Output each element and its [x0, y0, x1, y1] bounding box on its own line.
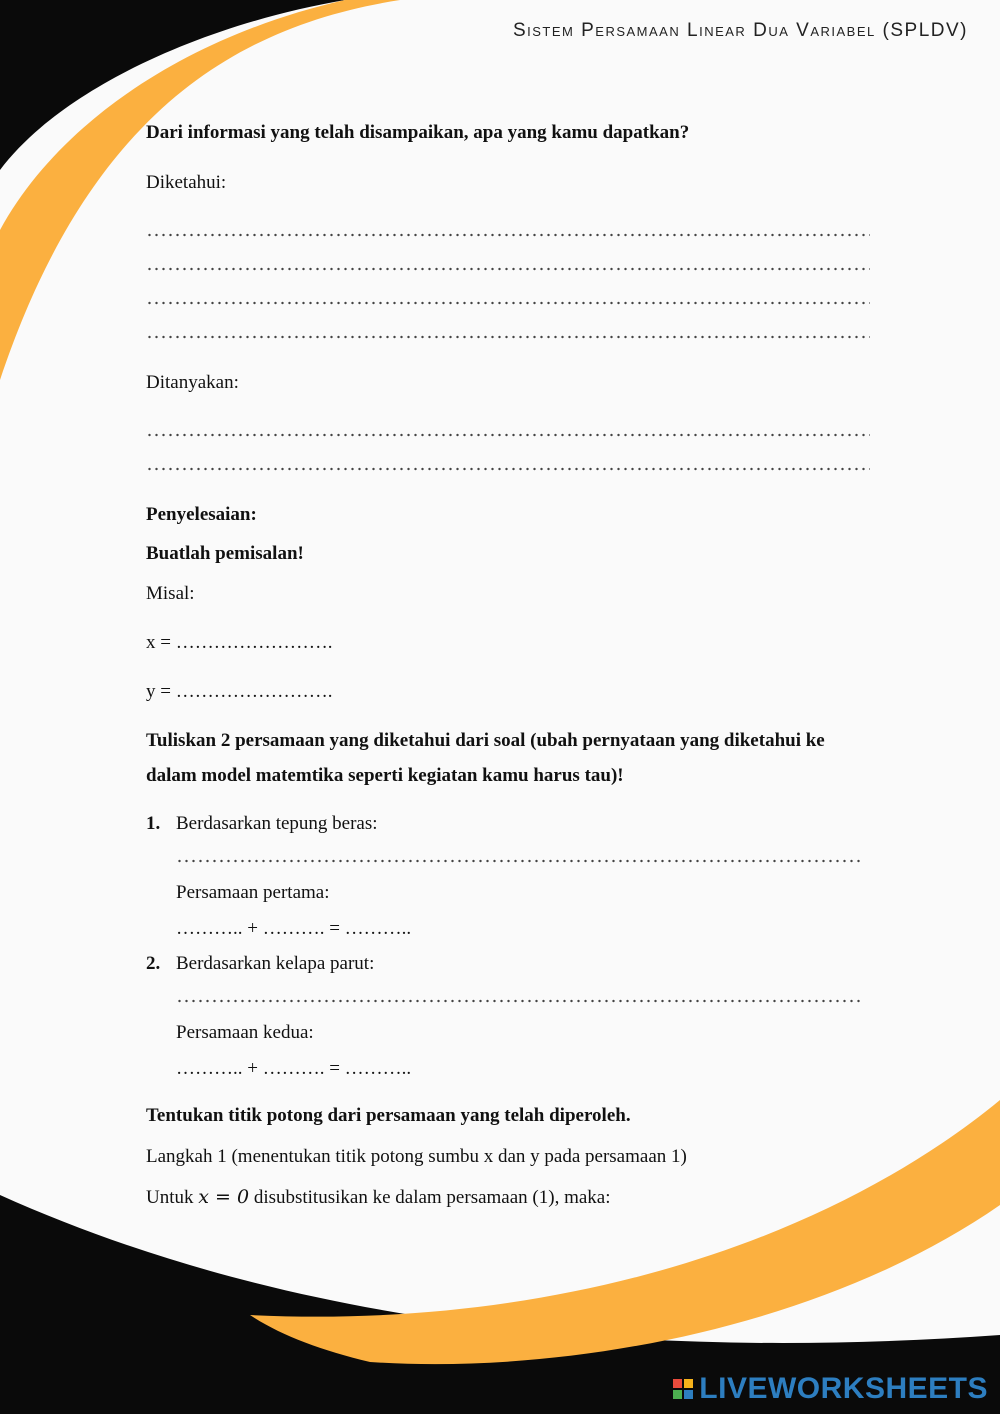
item-label: Berdasarkan kelapa parut:	[176, 953, 375, 974]
diketahui-label: Diketahui:	[146, 172, 227, 193]
untuk-text	[146, 1186, 611, 1209]
logo-grid-icon	[673, 1379, 693, 1399]
persamaan-instruction-2: dalam model matemtika seperti kegiatan kamu harus tau)!	[146, 765, 624, 786]
answer-line[interactable]	[146, 466, 870, 472]
pemisalan-label: Buatlah pemisalan!	[146, 543, 304, 564]
x-definition[interactable]: x = …………………….	[146, 632, 333, 653]
logo-text: LIVEWORKSHEETS	[699, 1372, 988, 1405]
untuk-math: x = 0	[198, 1186, 250, 1208]
bottom-orange-swoosh	[250, 1100, 1000, 1364]
item-number: 2.	[146, 953, 161, 974]
misal-label: Misal:	[146, 583, 195, 604]
answer-line[interactable]	[176, 998, 862, 1004]
item-number: 1.	[146, 813, 161, 834]
item-label: Berdasarkan tepung beras:	[176, 813, 378, 834]
answer-line[interactable]	[146, 432, 870, 438]
untuk-suffix: disubstitusikan ke dalam persamaan (1), maka:	[249, 1187, 611, 1208]
answer-line[interactable]	[146, 232, 870, 238]
persamaan-instruction-1: Tuliskan 2 persamaan yang diketahui dari soal (ubah pernyataan yang diketahui ke	[146, 730, 825, 751]
answer-line[interactable]	[146, 266, 870, 272]
ditanyakan-label: Ditanyakan:	[146, 372, 239, 393]
penyelesaian-label: Penyelesaian:	[146, 504, 257, 525]
question-heading: Dari informasi yang telah disampaikan, apa yang kamu dapatkan?	[146, 122, 690, 143]
y-definition[interactable]: y = …………………….	[146, 681, 333, 702]
liveworksheets-logo	[673, 1372, 988, 1406]
item-sub-label: Persamaan kedua:	[176, 1022, 314, 1043]
equation-blank[interactable]: ……….. + ………. = ………..	[176, 1058, 412, 1079]
answer-line[interactable]	[146, 300, 870, 306]
item-sub-label: Persamaan pertama:	[176, 882, 330, 903]
untuk-prefix: Untuk	[146, 1187, 199, 1208]
equation-blank[interactable]: ……….. + ………. = ………..	[176, 918, 412, 939]
answer-line[interactable]	[176, 858, 862, 864]
page-header-title: Sistem Persamaan Linear Dua Variabel (SPLDV)	[512, 20, 968, 41]
langkah-1-text: Langkah 1 (menentukan titik potong sumbu x dan y pada persamaan 1)	[146, 1146, 687, 1167]
titik-potong-heading: Tentukan titik potong dari persamaan yang telah diperoleh.	[146, 1105, 631, 1126]
answer-line[interactable]	[146, 334, 870, 340]
